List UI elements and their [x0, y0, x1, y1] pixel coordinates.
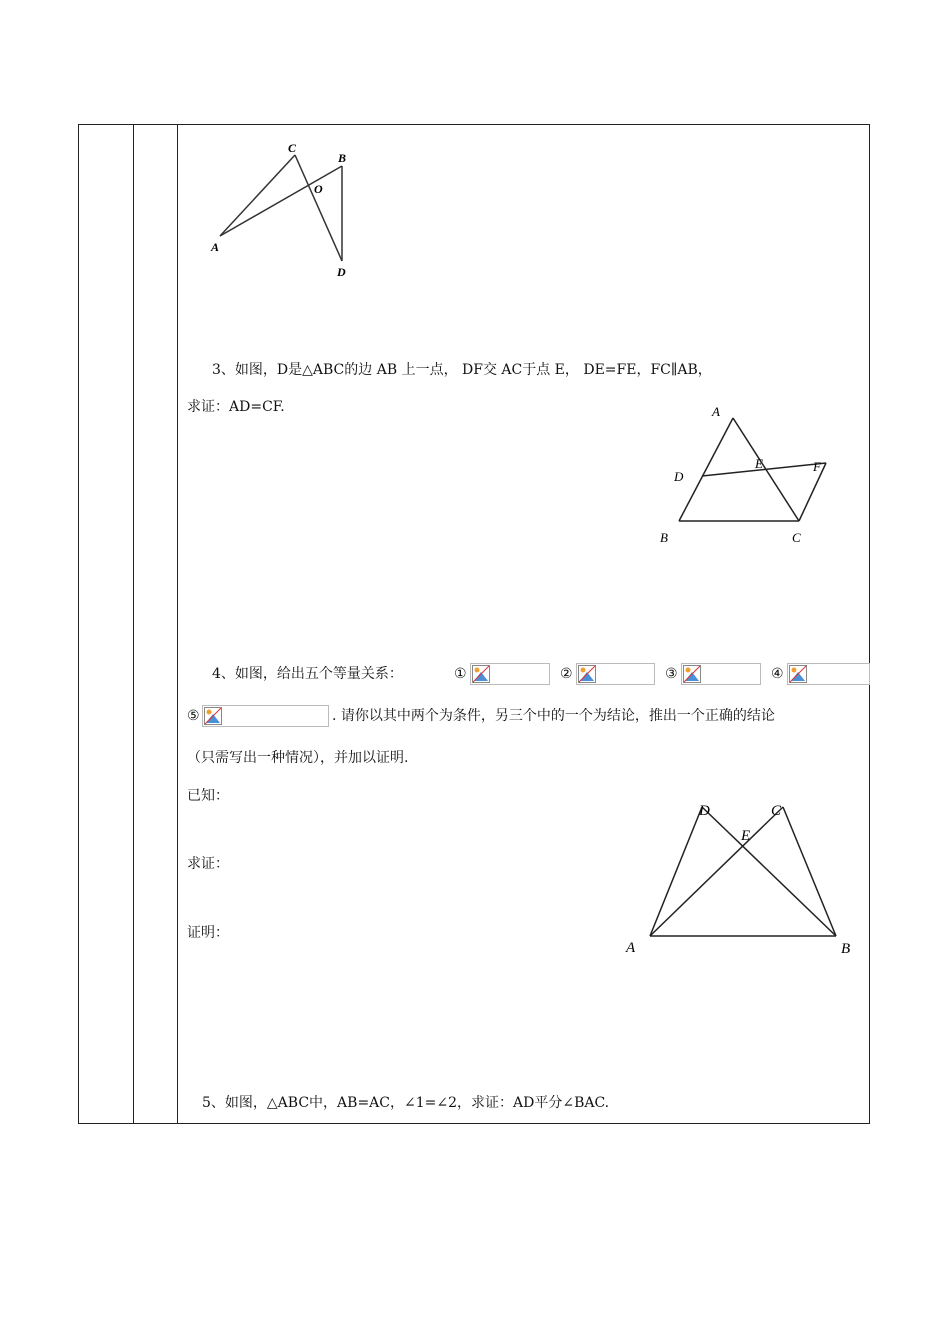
fig1-label-D: D	[337, 265, 346, 279]
q3-statement: 3、如图，D是△ABC的边 AB 上一点， DF交 AC于点 E， DE=FE，FC∥AB，	[212, 362, 712, 378]
q4-marker-5: ⑤	[187, 708, 200, 724]
fig1-label-C: C	[288, 141, 297, 155]
image-placeholder-icon	[789, 665, 807, 683]
fig3-label-F: F	[813, 459, 821, 474]
image-placeholder-icon	[578, 665, 596, 683]
fig4-label-E: E	[741, 828, 751, 844]
fig1-label-A: A	[211, 240, 220, 254]
fig3-label-E: E	[755, 456, 763, 471]
column-divider-2	[177, 124, 178, 1124]
broken-image-4	[787, 663, 870, 685]
column-divider-1	[133, 124, 134, 1124]
table-frame	[78, 124, 870, 1124]
q4-marker-3: ③	[665, 666, 678, 682]
image-placeholder-icon	[683, 665, 701, 683]
fig1-label-O: O	[314, 182, 323, 196]
image-placeholder-icon	[204, 707, 222, 725]
q5-statement: 5、如图，△ABC中，AB=AC，∠1=∠2，求证：AD平分∠BAC.	[202, 1095, 610, 1111]
q4-instructions-cont: （只需写出一种情况），并加以证明.	[187, 750, 409, 766]
figure-3-triangle-abc	[655, 400, 835, 550]
q4-marker-2: ②	[560, 666, 573, 682]
q4-proof-label: 证明：	[187, 925, 229, 941]
fig3-label-C: C	[792, 530, 801, 545]
fig4-label-A: A	[626, 940, 636, 956]
q4-marker-1: ①	[454, 666, 467, 682]
q4-prove-label: 求证：	[187, 856, 229, 872]
broken-image-3	[681, 663, 761, 685]
broken-image-2	[576, 663, 655, 685]
q4-marker-4: ④	[771, 666, 784, 682]
broken-image-5	[202, 705, 329, 727]
fig3-label-D: D	[674, 469, 684, 484]
q4-intro: 4、如图，给出五个等量关系：	[212, 666, 403, 682]
q3-prove: 求证：AD=CF.	[187, 399, 285, 415]
q4-instructions: . 请你以其中两个为条件，另三个中的一个为结论，推出一个正确的结论	[332, 708, 775, 724]
image-placeholder-icon	[472, 665, 490, 683]
q4-given-label: 已知：	[187, 788, 229, 804]
fig4-label-D: D	[699, 803, 710, 819]
fig3-label-B: B	[660, 530, 668, 545]
figure-1-crossed-triangles	[200, 138, 370, 283]
fig4-label-B: B	[841, 941, 851, 957]
fig1-label-B: B	[338, 151, 347, 165]
broken-image-1	[470, 663, 550, 685]
fig4-label-C: C	[771, 803, 782, 819]
fig3-label-A: A	[712, 404, 720, 419]
figure-4-triangles	[620, 795, 860, 965]
